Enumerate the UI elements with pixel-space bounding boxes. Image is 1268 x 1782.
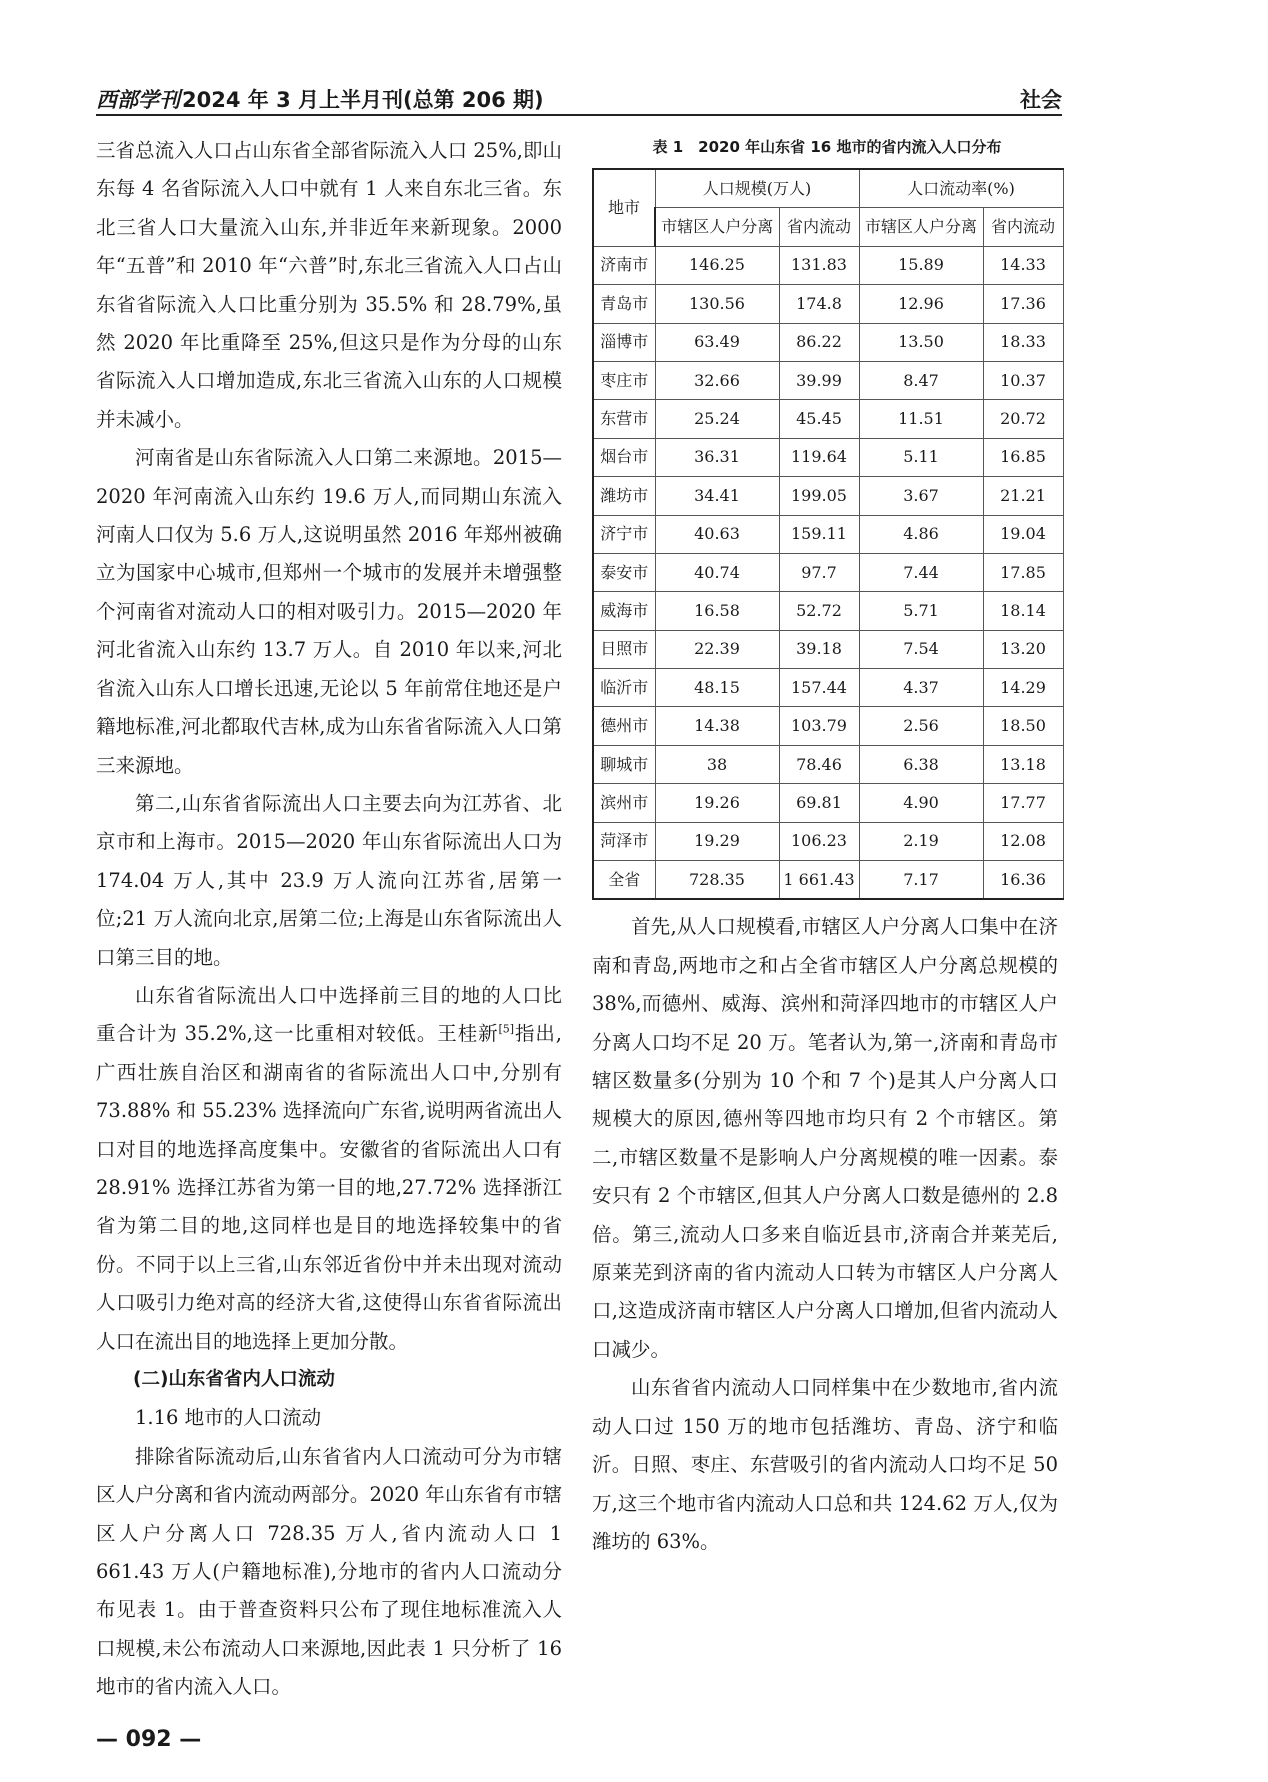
city-cell: 全省 (593, 861, 655, 900)
paragraph (96, 977, 562, 1361)
value-cell: 17.77 (983, 784, 1063, 822)
value-cell: 11.51 (859, 400, 983, 438)
value-cell: 19.26 (655, 784, 779, 822)
city-cell: 威海市 (593, 592, 655, 630)
value-cell: 1 661.43 (779, 861, 859, 900)
columns (96, 132, 1062, 1707)
table-row (593, 822, 1063, 860)
city-cell: 滨州市 (593, 784, 655, 822)
value-cell: 40.74 (655, 553, 779, 591)
value-cell: 7.54 (859, 630, 983, 668)
right-column (592, 908, 1058, 1561)
journal-issue (96, 84, 544, 114)
value-cell: 157.44 (779, 669, 859, 707)
value-cell: 4.86 (859, 515, 983, 553)
right-area (592, 132, 1062, 1561)
table-row (593, 400, 1063, 438)
value-cell: 12.08 (983, 822, 1063, 860)
running-header (96, 84, 1062, 116)
value-cell: 16.85 (983, 438, 1063, 476)
value-cell: 10.37 (983, 361, 1063, 399)
table-row (593, 285, 1063, 323)
value-cell: 18.50 (983, 707, 1063, 745)
value-cell: 17.85 (983, 553, 1063, 591)
value-cell: 4.90 (859, 784, 983, 822)
city-cell: 日照市 (593, 630, 655, 668)
value-cell: 131.83 (779, 246, 859, 284)
journal-logo: 西部学刊 (96, 87, 180, 112)
value-cell: 39.99 (779, 361, 859, 399)
value-cell: 19.04 (983, 515, 1063, 553)
value-cell: 86.22 (779, 323, 859, 361)
column-header: 省内流动 (983, 208, 1063, 246)
subheading: (二)山东省省内人口流动 (133, 1369, 335, 1390)
value-cell: 45.45 (779, 400, 859, 438)
table-row (593, 515, 1063, 553)
city-cell: 东营市 (593, 400, 655, 438)
paragraph: 第二,山东省省际流出人口主要去向为江苏省、北京市和上海市。2015—2020 年山东省际流出人口为 174.04 万人,其中 23.9 万人流向江苏省,居第一位;21 万人流向北京,居第二位;上海是山东省际流出人口第三目的地。 (96, 791, 562, 969)
value-cell: 14.29 (983, 669, 1063, 707)
value-cell: 106.23 (779, 822, 859, 860)
column-header: 市辖区人户分离 (655, 208, 779, 246)
paragraph: 山东省省内流动人口同样集中在少数地市,省内流动人口过 150 万的地市包括潍坊、青岛、济宁和临沂。日照、枣庄、东营吸引的省内流动人口均不足 50 万,这三个地市省内流动人口总和共 124.62 万人,仅为潍坊的 63%。 (592, 1376, 1058, 1553)
value-cell: 16.58 (655, 592, 779, 630)
value-cell: 119.64 (779, 438, 859, 476)
value-cell: 16.36 (983, 861, 1063, 900)
paragraph-text: 指出,广西壮族自治区和湖南省的省际流出人口中,分别有 73.88% 和 55.23% 选择流向广东省,说明两省流出人口对目的地选择高度集中。安徽省的省际流出人口有 28.91% 选择江苏省为第一目的地,27.72% 选择浙江省为第二目的地,这同样也是目的地选择较集中的省份。不同于以上三省,山东邻近省份中并未出现对流动人口吸引力绝对高的经济大省,这使得山东省省际流出人口在流出目的地选择上更加分散。 (96, 1022, 563, 1353)
city-cell: 菏泽市 (593, 822, 655, 860)
paragraph: 三省总流入人口占山东省全部省际流入人口 25%,即山东每 4 名省际流入人口中就有 1 人来自东北三省。东北三省人口大量流入山东,并非近年来新现象。2000 年“五普”和 2010 年“六普”时,东北三省流入人口占山东省省际流入人口比重分别为 35.5% 和 28.79%,虽然 2020 年比重降至 25%,但这只是作为分母的山东省际流入人口增加造成,东北三省流入山东的人口规模并未减小。 (96, 139, 562, 431)
value-cell: 48.15 (655, 669, 779, 707)
value-cell: 2.19 (859, 822, 983, 860)
paragraph-text: 山东省省际流出人口中选择前三目的地的人口比重合计为 35.2%,这一比重相对较低。王桂新 (96, 983, 562, 1046)
city-cell: 枣庄市 (593, 361, 655, 399)
city-cell: 青岛市 (593, 285, 655, 323)
value-cell: 13.50 (859, 323, 983, 361)
value-cell: 63.49 (655, 323, 779, 361)
city-cell: 德州市 (593, 707, 655, 745)
column-header: 市辖区人户分离 (859, 208, 983, 246)
city-cell: 临沂市 (593, 669, 655, 707)
value-cell: 18.14 (983, 592, 1063, 630)
column-header: 省内流动 (779, 208, 859, 246)
value-cell: 21.21 (983, 477, 1063, 515)
table-row (593, 861, 1063, 900)
value-cell: 38 (655, 745, 779, 783)
value-cell: 199.05 (779, 477, 859, 515)
table-row (593, 745, 1063, 783)
page-number: — 092 — (96, 1726, 202, 1752)
value-cell: 39.18 (779, 630, 859, 668)
value-cell: 7.17 (859, 861, 983, 900)
value-cell: 2.56 (859, 707, 983, 745)
table-row (593, 784, 1063, 822)
value-cell: 25.24 (655, 400, 779, 438)
table-row (593, 553, 1063, 591)
data-table (592, 168, 1064, 900)
subsubheading: 1.16 地市的人口流动 (135, 1406, 322, 1430)
value-cell: 7.44 (859, 553, 983, 591)
value-cell: 52.72 (779, 592, 859, 630)
paragraph: 首先,从人口规模看,市辖区人户分离人口集中在济南和青岛,两地市之和占全省市辖区人户分离总规模的 38%,而德州、威海、滨州和菏泽四地市的市辖区人户分离人口均不足 20 万。笔者认为,第一,济南和青岛市辖区数量多(分别为 10 个和 7 个)是其人户分离人口规模大的原因,德州等四地市均只有 2 个市辖区。第二,市辖区数量不是影响人户分离规模的唯一因素。泰安只有 2 个市辖区,但其人户分离人口数是德州的 2.8 倍。第三,流动人口多来自临近县市,济南合并莱芜后,原莱芜到济南的省内流动人口转为市辖区人户分离人口,这造成济南市辖区人户分离人口增加,但省内流动人口减少。 (592, 915, 1058, 1361)
left-column (96, 132, 562, 1707)
value-cell: 34.41 (655, 477, 779, 515)
value-cell: 13.20 (983, 630, 1063, 668)
value-cell: 15.89 (859, 246, 983, 284)
table-row (593, 669, 1063, 707)
value-cell: 20.72 (983, 400, 1063, 438)
table-row (593, 246, 1063, 284)
paragraph: 排除省际流动后,山东省省内人口流动可分为市辖区人户分离和省内流动两部分。2020 年山东省有市辖区人户分离人口 728.35 万人,省内流动人口 1 661.43 万人(户籍地标准),分地市的省内人口流动分布见表 1。由于普查资料只公布了现住地标准流入人口规模,未公布流动人口来源地,因此表 1 只分析了 16 地市的省内流入人口。 (96, 1444, 562, 1699)
city-cell: 烟台市 (593, 438, 655, 476)
issue-label: 2024 年 3 月上半月刊(总第 206 期) (182, 88, 544, 112)
city-cell: 济南市 (593, 246, 655, 284)
value-cell: 159.11 (779, 515, 859, 553)
value-cell: 103.79 (779, 707, 859, 745)
value-cell: 32.66 (655, 361, 779, 399)
table-row (593, 592, 1063, 630)
value-cell: 40.63 (655, 515, 779, 553)
table-row (593, 630, 1063, 668)
city-cell: 潍坊市 (593, 477, 655, 515)
value-cell: 19.29 (655, 822, 779, 860)
table-row (593, 477, 1063, 515)
city-cell: 聊城市 (593, 745, 655, 783)
value-cell: 17.36 (983, 285, 1063, 323)
value-cell: 5.11 (859, 438, 983, 476)
table-row (593, 361, 1063, 399)
table-row (593, 438, 1063, 476)
value-cell: 12.96 (859, 285, 983, 323)
column-group-scale: 人口规模(万人) (655, 169, 859, 208)
value-cell: 18.33 (983, 323, 1063, 361)
table-caption: 表 1 2020 年山东省 16 地市的省内流入人口分布 (652, 138, 1002, 156)
value-cell: 728.35 (655, 861, 779, 900)
city-cell: 泰安市 (593, 553, 655, 591)
citation: [5] (498, 1022, 515, 1036)
city-cell: 济宁市 (593, 515, 655, 553)
value-cell: 3.67 (859, 477, 983, 515)
section-label: 社会 (1020, 88, 1062, 112)
value-cell: 146.25 (655, 246, 779, 284)
value-cell: 174.8 (779, 285, 859, 323)
column-group-rate: 人口流动率(%) (859, 169, 1063, 208)
table-row (593, 323, 1063, 361)
column-header-city: 地市 (593, 169, 655, 246)
value-cell: 4.37 (859, 669, 983, 707)
value-cell: 13.18 (983, 745, 1063, 783)
value-cell: 78.46 (779, 745, 859, 783)
value-cell: 130.56 (655, 285, 779, 323)
value-cell: 69.81 (779, 784, 859, 822)
value-cell: 22.39 (655, 630, 779, 668)
value-cell: 8.47 (859, 361, 983, 399)
value-cell: 5.71 (859, 592, 983, 630)
city-cell: 淄博市 (593, 323, 655, 361)
paragraph: 河南省是山东省际流入人口第二来源地。2015—2020 年河南流入山东约 19.6 万人,而同期山东流入河南人口仅为 5.6 万人,这说明虽然 2016 年郑州被确立为国家中心城市,但郑州一个城市的发展并未增强整个河南省对流动人口的相对吸引力。2015—2020 年河北省流入山东约 13.7 万人。自 2010 年以来,河北省流入山东人口增长迅速,无论以 5 年前常住地还是户籍地标准,河北都取代吉林,成为山东省省际流入人口第三来源地。 (96, 446, 562, 777)
value-cell: 36.31 (655, 438, 779, 476)
value-cell: 14.38 (655, 707, 779, 745)
table-row (593, 707, 1063, 745)
value-cell: 14.33 (983, 246, 1063, 284)
value-cell: 6.38 (859, 745, 983, 783)
value-cell: 97.7 (779, 553, 859, 591)
